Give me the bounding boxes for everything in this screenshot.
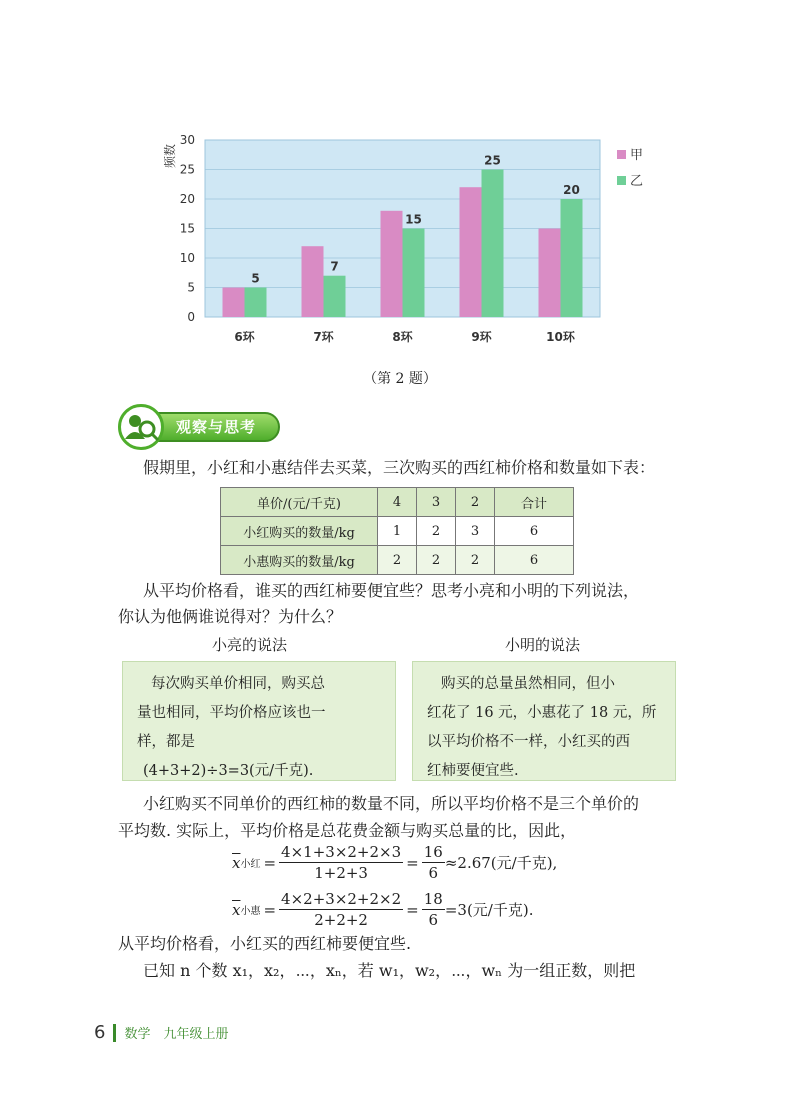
bar-yi: [561, 199, 583, 317]
x-tick-label: 6环: [234, 330, 255, 344]
xiaoliang-line-2: 量也相同，平均价格应该也一: [137, 705, 326, 721]
bar-jia: [302, 246, 324, 317]
table-cell: 1: [378, 517, 417, 546]
magnifier-person-icon: [121, 407, 161, 447]
section-badge: [118, 404, 284, 450]
bar-jia: [539, 229, 561, 318]
data-label: 25: [484, 153, 501, 168]
purchase-table: [220, 487, 574, 575]
x-tick-label: 8环: [392, 330, 413, 344]
table-cell: 2: [456, 546, 495, 575]
figure-caption: （第 2 题）: [363, 371, 437, 387]
book-title: 数学 九年级上册: [124, 1027, 229, 1042]
formula-sub: 小惠: [240, 906, 261, 917]
data-label: 20: [563, 183, 580, 197]
definition-text: 已知 n 个数 x₁，x₂，⋯，xₙ，若 w₁，w₂，⋯，wₙ 为一组正数，则把: [143, 961, 636, 980]
formula-xiaohong: $\overline{x}$ 小红 = $\frac{4\times 1+3\times 2+2\times 3}{1+2+3}$ = $\frac{16}{6}$ ≈2.67(元/千克),: [232, 843, 558, 882]
bar-jia: [381, 211, 403, 317]
y-tick-label: 30: [179, 133, 195, 147]
bar-yi: [324, 276, 346, 317]
formula-fraction-2: $\frac{18}{6}$: [423, 890, 443, 929]
footer-divider: [113, 1024, 116, 1042]
xiaoming-line-4: 红柿要便宜些.: [427, 763, 519, 779]
data-label: 5: [251, 271, 260, 286]
table-cell: 小惠购买的数量/kg: [221, 546, 378, 575]
conclusion-text: 从平均价格看，小红买的西红柿要便宜些.: [118, 934, 412, 953]
x-tick-label: 7环: [313, 330, 334, 344]
intro-text: 假期里，小红和小惠结伴去买菜，三次购买的西红柿价格和数量如下表：: [143, 458, 656, 477]
legend-label-jia: 甲: [630, 148, 644, 163]
page-number: 6: [94, 1022, 106, 1043]
bar-jia: [223, 288, 245, 318]
bar-yi: [245, 288, 267, 318]
bar-yi: [403, 229, 425, 318]
x-tick-label: 10环: [546, 330, 575, 344]
formula-result: =3(元/千克).: [444, 901, 534, 919]
formula-fraction-2: $\frac{16}{6}$: [423, 843, 443, 882]
formula-sub: 小红: [240, 859, 261, 870]
badge-icon-circle: [118, 404, 164, 450]
table-row: [221, 546, 574, 575]
y-axis: [180, 133, 195, 324]
x-axis: [234, 329, 576, 344]
xiaoliang-line-3: 样，都是: [137, 734, 195, 750]
data-label: 15: [405, 212, 422, 227]
bar-jia: [460, 187, 482, 317]
explain-line-1: 小红购买不同单价的西红柿的数量不同，所以平均价格不是三个单价的: [143, 794, 640, 813]
question-line-1: 从平均价格看，谁买的西红柿要便宜些？思考小亮和小明的下列说法，: [143, 581, 640, 600]
table-cell: 2: [378, 546, 417, 575]
table-cell: 3: [417, 488, 456, 517]
y-tick-label: 15: [179, 221, 195, 236]
y-tick-label: 20: [179, 192, 195, 206]
formula-var: $\overline{x}$: [232, 853, 241, 872]
table-cell: 单价/(元/千克): [221, 488, 378, 517]
bar-chart: [150, 128, 650, 353]
y-axis-label: 频数: [163, 143, 177, 168]
xiaoliang-line-1: 每次购买单价相同，购买总: [151, 676, 325, 692]
badge-title: 观察与思考: [176, 418, 257, 436]
table-cell: 6: [495, 546, 574, 575]
question-line-2: 你认为他俩谁说得对？为什么？: [118, 607, 343, 626]
x-tick-label: 9环: [471, 330, 492, 344]
legend: [617, 148, 643, 189]
xiaoliang-box: [122, 661, 396, 781]
table-row: [221, 517, 574, 546]
explain-line-2: 平均数. 实际上，平均价格是总花费金额与购买总量的比，因此，: [118, 821, 577, 840]
y-tick-label: 5: [187, 280, 195, 295]
formula-fraction: $\frac{4\times 1+3\times 2+2\times 3}{1+2+3}$: [281, 843, 402, 882]
xiaoming-line-1: 购买的总量虽然相同，但小: [441, 676, 615, 692]
bar-yi: [482, 170, 504, 318]
table-cell: 2: [417, 546, 456, 575]
y-tick-label: 25: [179, 162, 195, 177]
xiaoming-box: [412, 661, 676, 781]
formula-var: $\overline{x}$: [232, 900, 241, 919]
formula-result: ≈2.67(元/千克),: [444, 854, 558, 872]
page-footer: [94, 1022, 228, 1043]
legend-swatch-yi: [617, 176, 626, 185]
formula-fraction: $\frac{4\times 2+3\times 2+2\times 2}{2+2+2}$: [281, 890, 402, 929]
table-header-row: [221, 488, 574, 517]
data-label: 7: [330, 259, 339, 274]
table-cell: 合计: [495, 488, 574, 517]
legend-label-yi: 乙: [630, 174, 644, 189]
legend-swatch-jia: [617, 150, 626, 159]
xiaoliang-line-4: (4+3+2)÷3=3(元/千克).: [143, 763, 314, 779]
xiaoming-title: 小明的说法: [505, 636, 581, 654]
table-cell: 3: [456, 517, 495, 546]
xiaoming-line-3: 以平均价格不一样，小红买的西: [427, 734, 630, 750]
xiaoming-line-2: 红花了 16 元，小惠花了 18 元，所: [427, 705, 657, 721]
table-cell: 2: [456, 488, 495, 517]
table-cell: 4: [378, 488, 417, 517]
formula-xiaohui: $\overline{x}$ 小惠 = $\frac{4\times 2+3\times 2+2\times 2}{2+2+2}$ = $\frac{18}{6}$ =3(元/千克).: [232, 890, 534, 929]
table-cell: 2: [417, 517, 456, 546]
table-cell: 6: [495, 517, 574, 546]
y-tick-label: 10: [179, 251, 195, 265]
y-tick-label: 0: [187, 310, 195, 324]
xiaoliang-title: 小亮的说法: [212, 636, 288, 654]
table-cell: 小红购买的数量/kg: [221, 517, 378, 546]
